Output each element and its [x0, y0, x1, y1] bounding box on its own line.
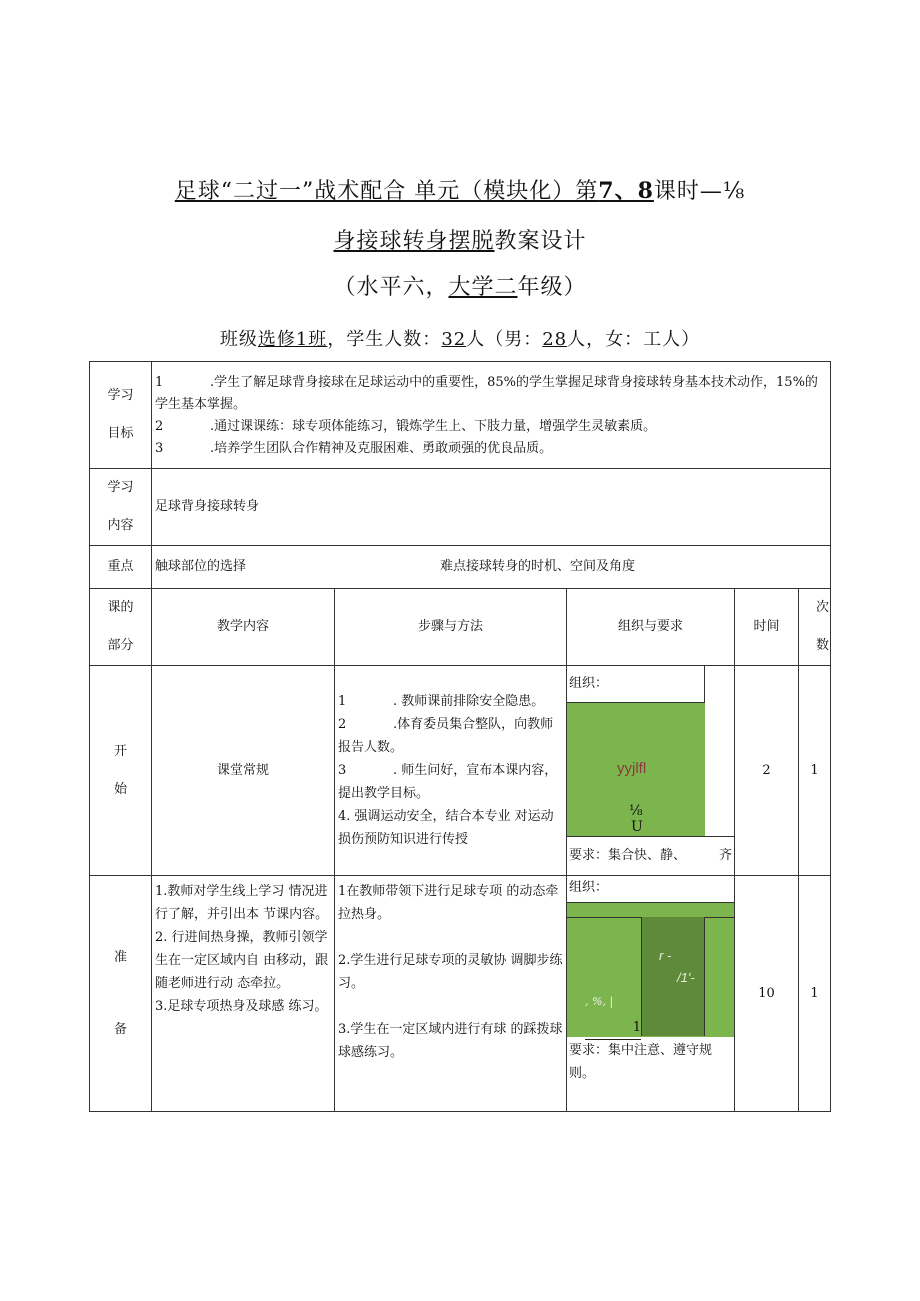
- count-cell: 1: [799, 666, 831, 876]
- focus-text: [152, 546, 831, 589]
- key-point: 触球部位的选择: [155, 559, 247, 574]
- content-item: 3.足球专项热身及球感 练习。: [155, 999, 328, 1014]
- content-cell: [152, 876, 335, 1112]
- step-item: 1 . 教师课前排除安全隐患。: [338, 694, 545, 709]
- title-line-2: [0, 224, 920, 255]
- warmup-diagram: [567, 902, 734, 1037]
- male-count: 28: [542, 329, 568, 350]
- class-name: 选修1班: [257, 329, 328, 350]
- step-item: 1在教师带领下进行足球专项 的动态牵拉热身。: [338, 884, 559, 922]
- title-part: （水平六，: [333, 275, 449, 300]
- step-item: 3 . 师生问好，宣布本课内容， 提出教学目标。: [338, 763, 558, 801]
- content-item: 1.教师对学生线上学习 情况进行了解，并引出本 节课内容。: [155, 884, 329, 922]
- male-label: 人（男：: [466, 329, 543, 350]
- objective-item: 2 .通过课课练：球专项体能练习，锻炼学生上、下肢力量，增强学生灵敏素质。: [155, 419, 657, 434]
- org-label: 组织：: [569, 880, 609, 895]
- organization-cell: [567, 876, 735, 1112]
- table-row: [90, 666, 831, 876]
- org-label: 组织：: [567, 666, 705, 702]
- grade: 大学二: [448, 275, 518, 300]
- header-time: 时间: [735, 589, 799, 666]
- lesson-numbers: 7、8: [598, 178, 654, 204]
- objectives-list: [152, 362, 831, 469]
- header-steps: 步骤与方法: [335, 589, 567, 666]
- requirement-tail: 齐: [718, 848, 732, 863]
- title-part: 年级）: [517, 275, 587, 300]
- table-row: [90, 876, 831, 1112]
- title-part: 足球“二过一”战术配合 单元（模块化）第: [174, 179, 599, 204]
- header-count: 次 数: [799, 589, 831, 666]
- requirement-text: 要求：集中注意、遵守规则。: [569, 1043, 713, 1081]
- diagram-text: , %, |: [585, 995, 614, 1008]
- objective-item: 3 .培养学生团队合作精神及克服困难、勇敢顽强的优良品质。: [155, 441, 553, 456]
- diagram-text: 1: [585, 1017, 641, 1040]
- header-teaching-content: 教学内容: [152, 589, 335, 666]
- step-item: 2.学生进行足球专项的灵敏协 调脚步练习。: [338, 953, 563, 991]
- objectives-label: 学习 目标: [90, 362, 152, 469]
- diagram-text: r -: [659, 948, 672, 963]
- content-label: 学习 内容: [90, 469, 152, 546]
- content-text: 足球背身接球转身: [152, 469, 831, 546]
- header-part: 课的 部分: [90, 589, 152, 666]
- part-prepare: 准 备: [90, 876, 152, 1112]
- class-label: 班级: [219, 329, 258, 350]
- diagram-text: U: [631, 819, 643, 835]
- title-line-1: [0, 174, 920, 205]
- diagram-text: yyjlfl: [617, 760, 647, 777]
- female-label: 人，女：工人）: [567, 329, 701, 350]
- step-item: 4. 强调运动安全，结合本专业 对运动损伤预防知识进行传授: [338, 809, 554, 847]
- organization-cell: [567, 666, 735, 876]
- requirement-line: [567, 836, 734, 875]
- focus-label: 重点: [90, 546, 152, 589]
- title-line-3: [0, 270, 920, 301]
- student-count: 32: [441, 329, 467, 350]
- content-item: 2. 行进间热身操，教师引领学生在一定区域内自 由移动，跟随老师进行动 态牵拉。: [155, 930, 329, 991]
- title-part: 身接球转身摆脱: [333, 229, 495, 254]
- table-header-row: [90, 589, 831, 666]
- title-part: 教案设计: [494, 229, 587, 254]
- steps-cell: [335, 666, 567, 876]
- formation-diagram: [567, 702, 705, 837]
- requirement-text: 要求：集合快、静、: [569, 848, 687, 863]
- time-cell: 2: [735, 666, 799, 876]
- step-item: 3.学生在一定区域内进行有球 的踩拨球球感练习。: [338, 1022, 563, 1060]
- class-info-line: [0, 325, 920, 351]
- header-organization: 组织与要求: [567, 589, 735, 666]
- steps-cell: [335, 876, 567, 1112]
- time-cell: 10: [735, 876, 799, 1112]
- lesson-plan-table: [89, 361, 831, 1112]
- objectives-row: [90, 362, 831, 469]
- part-start: 开 始: [90, 666, 152, 876]
- student-count-label: ，学生人数：: [327, 329, 442, 350]
- objective-item: 1 .学生了解足球背身接球在足球运动中的重要性，85%的学生掌握足球背身接球转身基本技术动作，15%的学生基本掌握。: [155, 375, 818, 412]
- focus-row: [90, 546, 831, 589]
- count-cell: 1: [799, 876, 831, 1112]
- content-row: [90, 469, 831, 546]
- difficulty: 难点接球转身的时机、空间及角度: [440, 559, 636, 574]
- title-part: 课时—⅛: [653, 179, 746, 204]
- step-item: 2 .体育委员集合整队，向教师 报告人数。: [338, 717, 554, 755]
- content-cell: 课堂常规: [152, 666, 335, 876]
- diagram-text: /1'-: [677, 970, 695, 985]
- diagram-text: ⅛: [629, 803, 643, 819]
